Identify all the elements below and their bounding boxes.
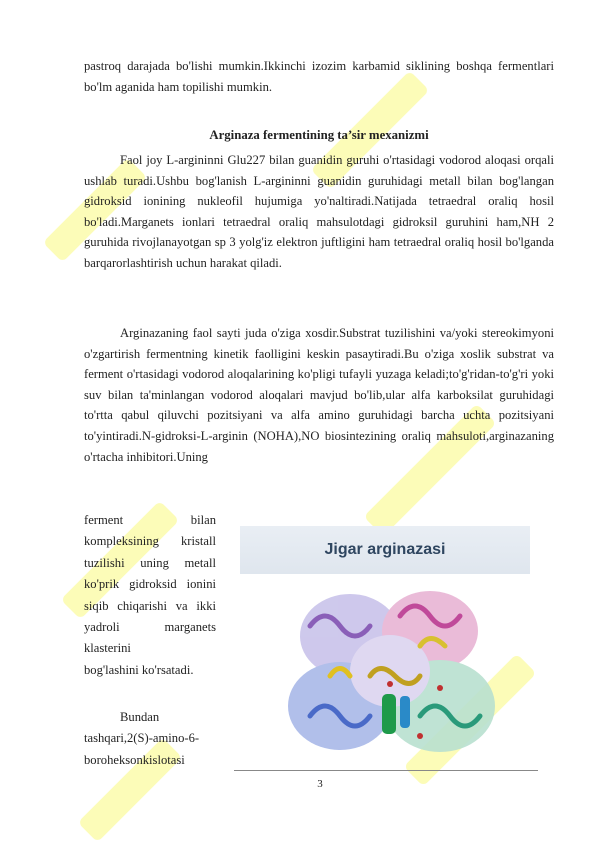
footer-divider <box>234 770 538 771</box>
page-number: 3 <box>317 778 323 790</box>
section-heading: Arginaza fermentining ta’sir mexanizmi <box>209 128 429 142</box>
protein-structure-image-icon <box>270 576 510 766</box>
narrow-column-next-paragraph: Bundan tashqari,2(S)-amino-6-boroheksonkislotasi <box>84 710 200 767</box>
protein-figure <box>240 526 530 764</box>
specificity-paragraph: Arginazaning faol sayti juda o'ziga xosdir.Substrat tuzilishini va/yoki stereokimyoni o'zgartirish fermentning kinetik faolligini keskin pasaytiradi.Bu o'ziga xoslik substrat va ferment o'rtasidagi vodorod aloqalarining ko'pligi tufayli yuzaga keladi;to'g'ridan-to'g'ri yoki suv bilan ta'minlangan vodorod aloqalari mavjud bo'lib,ular alfa karboksilat guruhidagi to'rtta qabul qiluvchi pozitsiyani va alfa amino guruhidagi barcha uchta pozitsiyani to'yintiradi.N-gidroksi-L-arginin (NOHA),NO biosintezining oraliq mahsuloti,arginazaning o'rtacha inhibitori.Uning <box>84 326 554 464</box>
narrow-column-text <box>84 510 216 681</box>
mechanism-paragraph: Faol joy L-argininni Glu227 bilan guanidin guruhi o'rtasidagi vodorod aloqasi orqali ushlab turadi.Ushbu bog'lanish L-argininni guanidin guruhidagi metall bilan bog'langan gidroksid ionining nukleofil hujumiga yo'naltiradi.Natijada tetraedral oraliq hosil bo'ladi.Marganets ionlari tetraedral oraliq mahsulotdagi gidroksil guruhini ham,NH 2 guruhida rivojlanayotgan sp 3 yolg'iz elektron juftligini ham tetraedral oraliq hosil bo'lganda barqarorlashtirish uchun harakat qiladi. <box>84 153 554 270</box>
intro-paragraph: pastroq darajada bo'lishi mumkin.Ikkinchi izozim karbamid siklining boshqa fermentlari bo'lm aganida ham topilishi mumkin. <box>84 59 554 94</box>
narrow-column-last-line: bog'lashini ko'rsatadi. <box>84 662 194 677</box>
figure-title: Jigar arginazasi <box>240 526 530 574</box>
narrow-column-block: ferment bilan kompleksining kristall tuzilishi uning metall ko'prik gidroksid ionini siqib chiqarishi va ikki yadroli marganets klasterini <box>84 513 216 656</box>
